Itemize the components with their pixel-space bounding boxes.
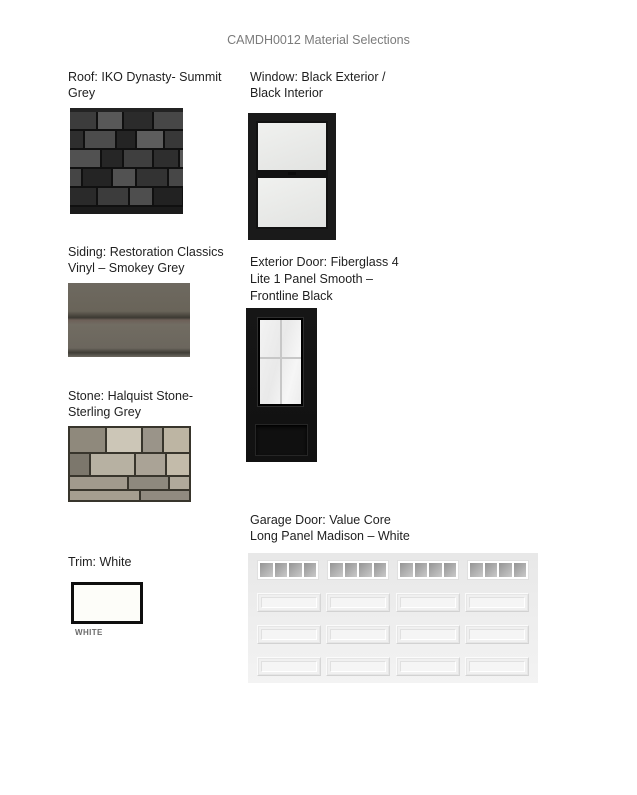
material-label-siding [68,245,248,276]
label-line: Siding: Restoration Classics [68,245,224,259]
shingle-tab [98,112,122,129]
garage-long-panel [326,657,390,676]
label-line: Vinyl – Smokey Grey [68,260,185,275]
material-label-window [250,70,430,101]
door-glass-lite [258,318,303,406]
label-line: Garage Door: Value Core [250,513,391,527]
garage-panel-row [257,625,529,644]
shingle-tab [130,188,152,205]
shingle-tab [83,169,111,186]
stone-block [136,454,165,475]
shingle-row [70,169,183,186]
shingle-tab [70,169,81,186]
stone-course [70,491,189,500]
label-line: Grey [68,85,96,100]
stone-course [70,428,189,452]
garage-window-pane [374,563,387,577]
garage-long-panel [465,657,529,676]
shingle-tab [70,131,83,148]
garage-window-row [257,560,529,580]
garage-window-pane [429,563,442,577]
material-label-garage-door [250,513,450,544]
garage-long-panel [326,625,390,644]
shingle-row [70,188,183,205]
shingle-tab [124,150,152,167]
stone-block [141,491,189,500]
garage-window-unit [327,560,389,580]
shingle-bottom-strip [70,207,183,214]
window-meeting-rail [256,172,328,176]
garage-window-pane [304,563,317,577]
stone-swatch-image [68,426,191,502]
page-title: CAMDH0012 Material Selections [227,33,410,47]
garage-long-panel [396,593,460,612]
garage-window-pane [444,563,457,577]
label-line: Window: Black Exterior / [250,70,386,84]
material-label-roof [68,70,238,101]
garage-window-pane [260,563,273,577]
label-line: Frontline Black [250,289,333,303]
stone-block [70,491,139,500]
shingle-tab [169,169,183,186]
label-line: Sterling Grey [68,404,141,419]
shingle-tab [124,112,152,129]
door-muntin-vertical [280,320,282,404]
garage-panel-row [257,657,529,676]
garage-long-panel [326,593,390,612]
label-line: Roof: IKO Dynasty- Summit [68,70,222,84]
shingle-tab [70,188,96,205]
garage-window-pane [359,563,372,577]
garage-window-unit [467,560,529,580]
shingle-tab [117,131,135,148]
stone-block [91,454,134,475]
garage-window-pane [415,563,428,577]
exterior-door-swatch-image [246,308,317,462]
stone-block [164,428,189,452]
door-muntin-horizontal [260,357,301,359]
label-line: Lite 1 Panel Smooth – [250,272,373,286]
window-upper-sash-glass [256,121,328,172]
shingle-row [70,150,183,167]
shingle-tab [154,188,182,205]
stone-block [143,428,163,452]
shingle-tab [137,131,163,148]
stone-block [107,428,140,452]
label-line: Black Interior [250,85,323,100]
shingle-tab [98,188,128,205]
garage-long-panel [257,625,321,644]
shingle-tab [102,150,122,167]
garage-long-panel [396,657,460,676]
garage-window-pane [499,563,512,577]
stone-course [70,454,189,475]
shingle-row [70,112,183,129]
shingle-row [70,131,183,148]
shingle-tab [113,169,135,186]
garage-long-panel [257,593,321,612]
window-latch [288,172,296,175]
garage-long-panel [257,657,321,676]
window-swatch-image [248,113,336,240]
shingle-tab [70,150,100,167]
material-label-exterior-door [250,254,440,305]
garage-window-pane [400,563,413,577]
shingle-tab [154,112,183,129]
garage-window-pane [485,563,498,577]
stone-block [170,477,189,489]
roof-shingle-swatch-image [70,108,183,214]
label-line: Long Panel Madison – White [250,528,410,543]
shingle-tab [137,169,167,186]
stone-block [70,454,89,475]
stone-block [129,477,168,489]
garage-window-pane [289,563,302,577]
shingle-tab [85,131,115,148]
label-line: Trim: White [68,555,132,569]
garage-long-panel [396,625,460,644]
window-lower-sash-glass [256,176,328,229]
trim-white-swatch [71,582,143,624]
garage-panel-row [257,593,529,612]
shingle-tab [154,150,178,167]
garage-door-swatch-image [248,553,538,683]
label-line: Exterior Door: Fiberglass 4 [250,255,399,269]
stone-block [70,428,105,452]
stone-block [70,477,127,489]
shingle-tab [180,150,183,167]
siding-swatch-image [68,283,190,357]
shingle-tab [165,131,183,148]
shingle-tab [70,112,96,129]
garage-long-panel [465,593,529,612]
garage-window-pane [470,563,483,577]
label-line: Stone: Halquist Stone- [68,389,194,403]
trim-swatch-caption: WHITE [75,628,103,637]
material-label-stone [68,389,238,420]
garage-window-unit [257,560,319,580]
stone-course [70,477,189,489]
garage-window-pane [275,563,288,577]
garage-window-pane [514,563,527,577]
garage-window-pane [330,563,343,577]
garage-window-pane [345,563,358,577]
stone-block [167,454,189,475]
garage-window-unit [397,560,459,580]
door-bottom-panel [255,424,308,456]
garage-long-panel [465,625,529,644]
material-label-trim [68,555,188,571]
